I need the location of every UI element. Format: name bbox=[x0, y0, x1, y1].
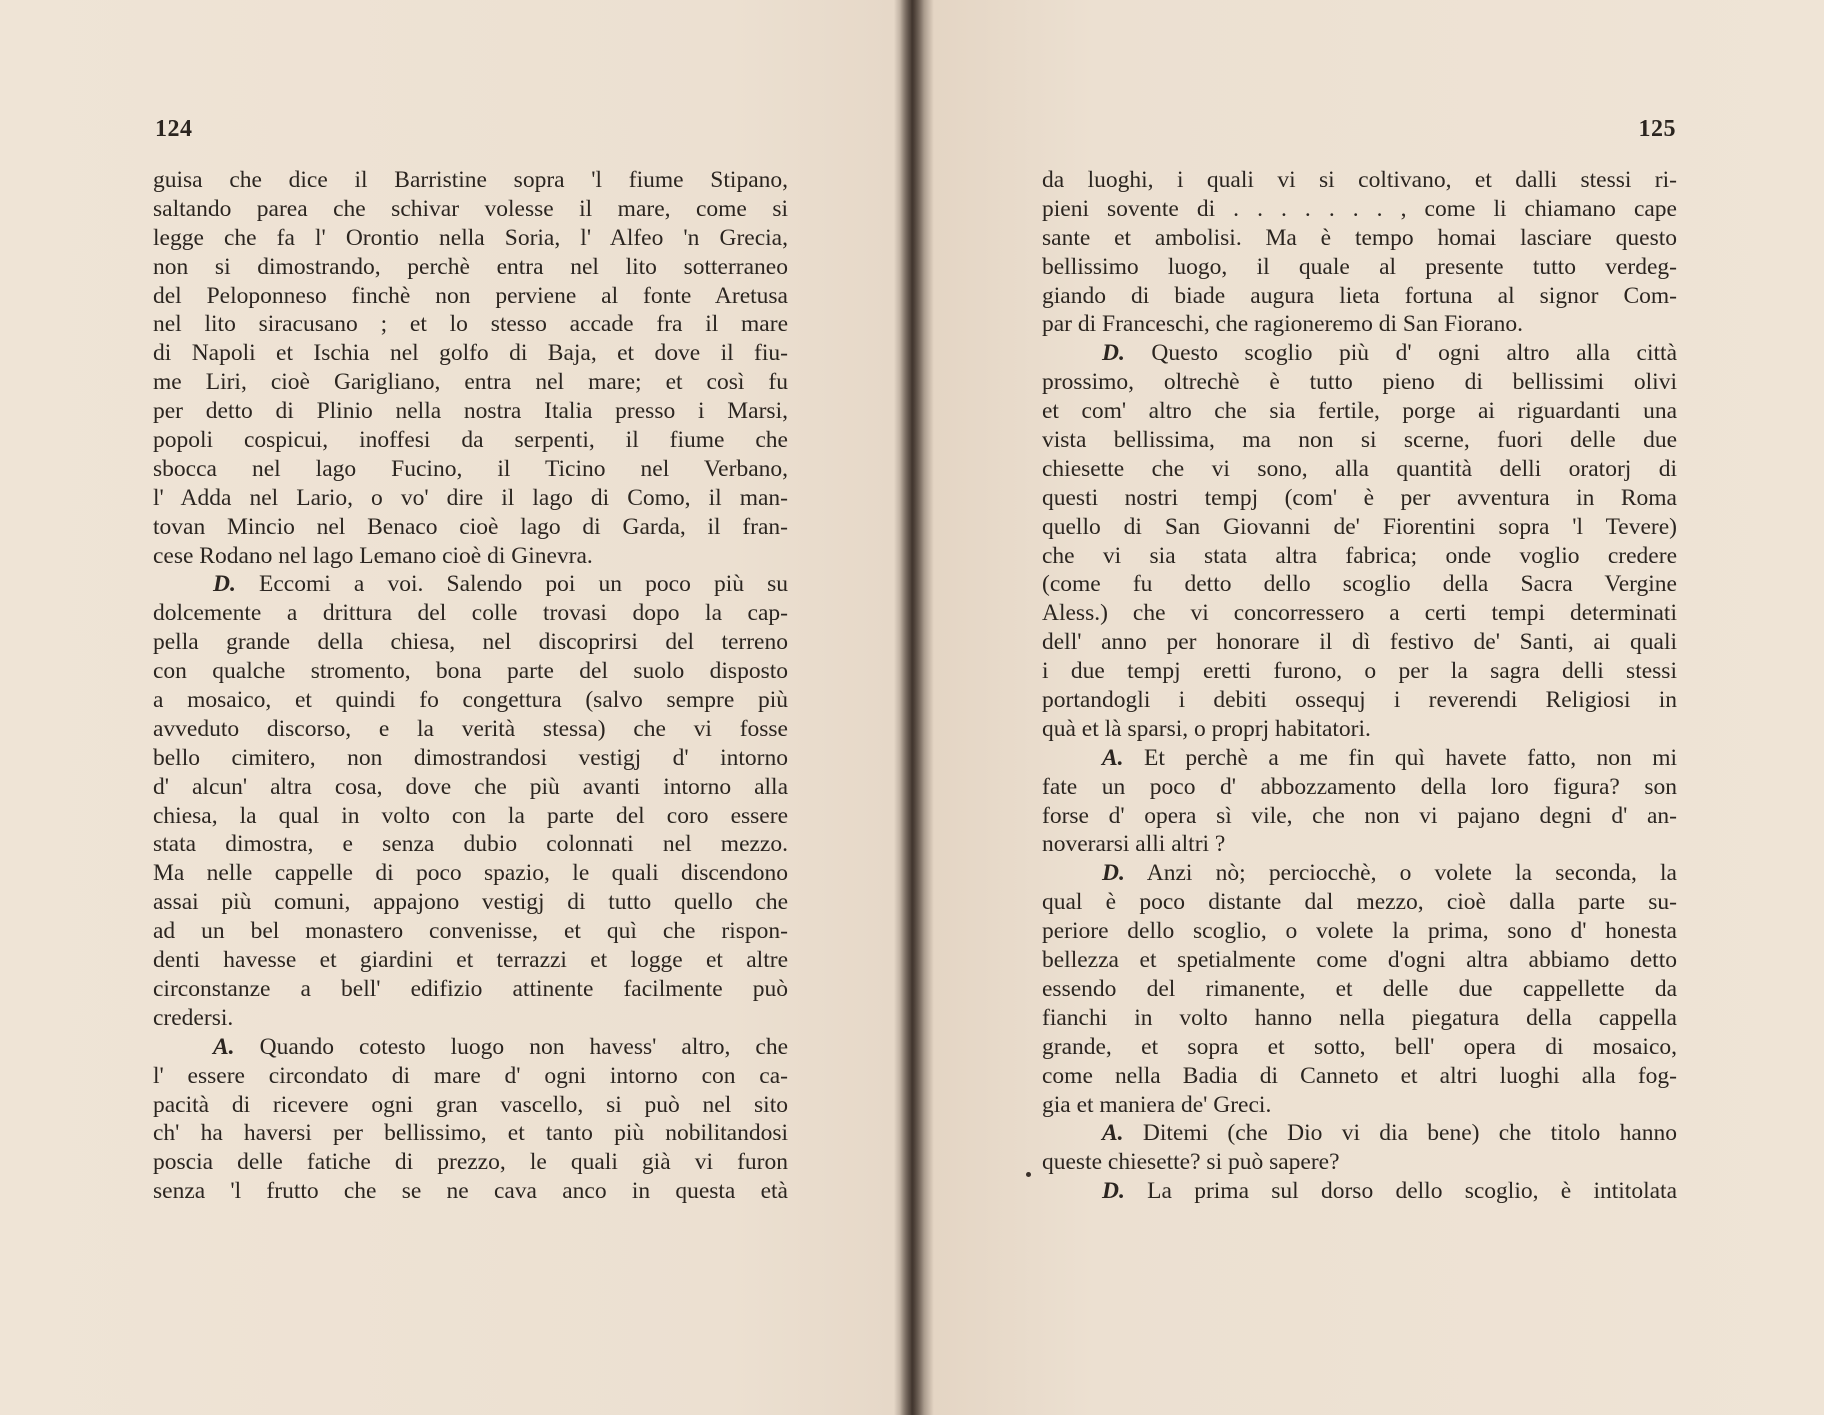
line-text: stata dimostra, e senza dubio colonnati nel mezzo. bbox=[153, 831, 788, 858]
text-line bbox=[1042, 830, 1677, 859]
line-text: legge che fa l' Orontio nella Soria, l' Alfeo 'n Grecia, bbox=[153, 224, 788, 251]
text-line bbox=[153, 802, 788, 831]
text-line bbox=[153, 1033, 788, 1062]
line-text: d' alcun' altra cosa, dove che più avanti intorno alla bbox=[153, 773, 788, 800]
line-text: ad un bel monastero convenisse, et quì che rispon- bbox=[153, 918, 788, 945]
text-line bbox=[153, 686, 788, 715]
line-text: forse d' opera sì vile, che non vi pajano degni d' an- bbox=[1042, 802, 1677, 829]
line-text: questi nostri tempj (com' è per avventura in Roma bbox=[1042, 484, 1677, 511]
line-text: bello cimitero, non dimostrandosi vestigj d' intorno bbox=[153, 744, 788, 771]
line-text: cese Rodano nel lago Lemano cioè di Ginevra. bbox=[153, 542, 593, 569]
text-line bbox=[153, 1177, 788, 1206]
line-text: essendo del rimanente, et delle due cappellette da bbox=[1042, 975, 1677, 1002]
line-text: popoli cospicui, inoffesi da serpenti, il fiume che bbox=[153, 427, 788, 454]
line-text: bellissimo luogo, il quale al presente tutto verdeg- bbox=[1042, 253, 1677, 280]
line-text: (come fu detto dello scoglio della Sacra Vergine bbox=[1042, 571, 1677, 598]
line-text: queste chiesette? si può sapere? bbox=[1042, 1149, 1340, 1176]
text-line bbox=[1042, 917, 1677, 946]
text-line bbox=[1042, 253, 1677, 282]
line-text: Ditemi (che Dio vi dia bene) che titolo hanno bbox=[1142, 1120, 1677, 1147]
line-text: qual è poco distante dal mezzo, cioè dalla parte su- bbox=[1042, 889, 1677, 916]
text-line bbox=[153, 166, 788, 195]
text-line bbox=[1042, 426, 1677, 455]
line-text: come nella Badia di Canneto et altri luoghi alla fog- bbox=[1042, 1062, 1677, 1089]
line-text: et com' altro che sia fertile, porge ai riguardanti una bbox=[1042, 398, 1677, 425]
text-line bbox=[1042, 628, 1677, 657]
line-text: pella grande della chiesa, nel discoprirsi del terreno bbox=[153, 629, 788, 656]
line-text: pacità di ricevere ogni gran vascello, si può nel sito bbox=[153, 1091, 788, 1118]
text-line bbox=[1042, 888, 1677, 917]
line-text: Questo scoglio più d' ogni altro alla città bbox=[1151, 340, 1678, 367]
text-line bbox=[153, 1004, 788, 1033]
line-text: Anzi nò; perciocchè, o volete la seconda, la bbox=[1146, 860, 1677, 887]
line-text: vista bellissima, ma non si scerne, fuori delle due bbox=[1042, 427, 1677, 454]
line-text: La prima sul dorso dello scoglio, è intitolata bbox=[1147, 1178, 1677, 1205]
text-line bbox=[153, 859, 788, 888]
text-line bbox=[1042, 195, 1677, 224]
speaker-label: D. bbox=[1102, 340, 1125, 367]
line-text: fianchi in volto hanno nella piegatura della cappella bbox=[1042, 1004, 1677, 1031]
text-line bbox=[1042, 773, 1677, 802]
left-page-text bbox=[153, 166, 788, 1206]
right-page-text bbox=[1042, 166, 1677, 1206]
text-line bbox=[1042, 397, 1677, 426]
text-line bbox=[1042, 1177, 1677, 1206]
line-text: Aless.) che vi concorressero a certi tempi determinati bbox=[1042, 600, 1677, 627]
text-line bbox=[153, 1091, 788, 1120]
line-text: sante et ambolisi. Ma è tempo homai lasciare questo bbox=[1042, 224, 1677, 251]
text-line bbox=[1042, 455, 1677, 484]
line-text: quello di San Giovanni de' Fiorentini sopra 'l Tevere) bbox=[1042, 513, 1677, 540]
text-line bbox=[153, 513, 788, 542]
text-line bbox=[153, 628, 788, 657]
text-line bbox=[1042, 484, 1677, 513]
text-line bbox=[153, 542, 788, 571]
text-line bbox=[1042, 744, 1677, 773]
line-text: portandogli i debiti ossequj i reverendi Religiosi in bbox=[1042, 687, 1677, 714]
line-text: guisa che dice il Barristine sopra 'l fiume Stipano, bbox=[153, 167, 788, 193]
line-text: chiesa, la qual in volto con la parte del coro essere bbox=[153, 802, 788, 829]
line-text: saltando parea che schivar volesse il mare, come si bbox=[153, 195, 788, 222]
text-line bbox=[153, 339, 788, 368]
text-line bbox=[1042, 946, 1677, 975]
text-line bbox=[153, 715, 788, 744]
text-line bbox=[1042, 802, 1677, 831]
line-text: denti havesse et giardini et terrazzi et logge et altre bbox=[153, 947, 788, 974]
text-line bbox=[153, 282, 788, 311]
line-text: per detto di Plinio nella nostra Italia presso i Marsi, bbox=[153, 398, 788, 425]
text-line bbox=[153, 455, 788, 484]
text-line bbox=[1042, 1119, 1677, 1148]
text-line bbox=[1042, 310, 1677, 339]
line-text: poscia delle fatiche di prezzo, le quali già vi furon bbox=[153, 1149, 788, 1176]
text-line bbox=[153, 773, 788, 802]
line-text: chiesette che vi sono, alla quantità delli oratorj di bbox=[1042, 455, 1677, 482]
line-text: sbocca nel lago Fucino, il Ticino nel Verbano, bbox=[153, 455, 788, 482]
line-text: ch' ha haversi per bellissimo, et tanto più nobilitandosi bbox=[153, 1120, 788, 1147]
line-text: prossimo, oltrechè è tutto pieno di bellissimi olivi bbox=[1042, 369, 1677, 396]
line-text: assai più comuni, appajono vestigj di tutto quello che bbox=[153, 889, 788, 916]
text-line bbox=[1042, 1091, 1677, 1120]
text-line bbox=[1042, 339, 1677, 368]
line-text: periore dello scoglio, o volete la prima, sono d' honesta bbox=[1042, 918, 1677, 945]
right-page bbox=[914, 0, 1824, 1415]
text-line bbox=[153, 224, 788, 253]
text-line bbox=[1042, 513, 1677, 542]
page-number-left: 124 bbox=[155, 116, 193, 142]
text-line bbox=[1042, 1033, 1677, 1062]
text-line bbox=[153, 917, 788, 946]
text-line bbox=[1042, 859, 1677, 888]
text-line bbox=[153, 570, 788, 599]
line-text: del Peloponneso finchè non perviene al fonte Aretusa bbox=[153, 282, 788, 309]
text-line bbox=[153, 253, 788, 282]
text-line bbox=[153, 946, 788, 975]
text-line bbox=[1042, 975, 1677, 1004]
text-line bbox=[153, 599, 788, 628]
line-text: non si dimostrando, perchè entra nel lito sotterraneo bbox=[153, 253, 788, 280]
text-line bbox=[1042, 1004, 1677, 1033]
line-text: gia et maniera de' Greci. bbox=[1042, 1091, 1272, 1118]
speaker-label: D. bbox=[213, 571, 236, 598]
line-text: dell' anno per honorare il dì festivo de' Santi, ai quali bbox=[1042, 629, 1677, 656]
speaker-label: D. bbox=[1102, 860, 1125, 887]
line-text: senza 'l frutto che se ne cava anco in questa età bbox=[153, 1178, 788, 1205]
text-line bbox=[1042, 686, 1677, 715]
line-text: par di Franceschi, che ragioneremo di San Fiorano. bbox=[1042, 311, 1523, 338]
text-line bbox=[1042, 1062, 1677, 1091]
line-text: dolcemente a drittura del colle trovasi dopo la cap- bbox=[153, 600, 788, 627]
text-line bbox=[1042, 715, 1677, 744]
line-text: a mosaico, et quindi fo congettura (salvo sempre più bbox=[153, 687, 788, 714]
line-text: fate un poco d' abbozzamento della loro figura? son bbox=[1042, 773, 1677, 800]
line-text: circonstanze a bell' edifizio attinente facilmente può bbox=[153, 975, 788, 1002]
text-line bbox=[153, 426, 788, 455]
text-line bbox=[1042, 542, 1677, 571]
text-line bbox=[153, 657, 788, 686]
speaker-label: A. bbox=[213, 1033, 235, 1060]
line-text: Quando cotesto luogo non havess' altro, che bbox=[259, 1033, 789, 1060]
text-line bbox=[1042, 224, 1677, 253]
speaker-label: A. bbox=[1102, 744, 1124, 771]
text-line bbox=[153, 1062, 788, 1091]
line-text: tovan Mincio nel Benaco cioè lago di Garda, il fran- bbox=[153, 513, 788, 540]
line-text: l' essere circondato di mare d' ogni intorno con ca- bbox=[153, 1062, 788, 1089]
line-text: i due tempj eretti furono, o per la sagra delli stessi bbox=[1042, 658, 1677, 685]
line-text: con qualche stromento, bona parte del suolo disposto bbox=[153, 658, 788, 685]
text-line bbox=[153, 368, 788, 397]
text-line bbox=[153, 310, 788, 339]
text-line bbox=[153, 888, 788, 917]
line-text: che vi sia stata altra fabrica; onde voglio credere bbox=[1042, 542, 1677, 569]
text-line bbox=[153, 975, 788, 1004]
text-line bbox=[153, 1148, 788, 1177]
text-line bbox=[1042, 368, 1677, 397]
text-line bbox=[1042, 282, 1677, 311]
text-line bbox=[1042, 599, 1677, 628]
page-number-right: 125 bbox=[1638, 116, 1676, 142]
speaker-label: D. bbox=[1102, 1178, 1125, 1205]
left-page bbox=[0, 0, 910, 1415]
text-line bbox=[153, 830, 788, 859]
line-text: giando di biade augura lieta fortuna al signor Com- bbox=[1042, 282, 1677, 309]
line-text: pieni sovente di . . . . . . . , come li chiamano cape bbox=[1042, 195, 1677, 222]
line-text: Eccomi a voi. Salendo poi un poco più su bbox=[259, 571, 789, 598]
line-text: bellezza et spetialmente come d'ogni altra abbiamo detto bbox=[1042, 947, 1677, 974]
line-text: nel lito siracusano ; et lo stesso accade fra il mare bbox=[153, 311, 788, 338]
ink-mark bbox=[1026, 1172, 1031, 1177]
text-line bbox=[153, 1119, 788, 1148]
text-line bbox=[1042, 657, 1677, 686]
line-text: Ma nelle cappelle di poco spazio, le quali discendono bbox=[153, 860, 788, 887]
line-text: quà et là sparsi, o proprj habitatori. bbox=[1042, 715, 1371, 742]
text-line bbox=[153, 397, 788, 426]
line-text: grande, et sopra et sotto, bell' opera di mosaico, bbox=[1042, 1033, 1677, 1060]
line-text: credersi. bbox=[153, 1004, 234, 1031]
speaker-label: A. bbox=[1102, 1120, 1124, 1147]
line-text: di Napoli et Ischia nel golfo di Baja, et dove il fiu- bbox=[153, 340, 788, 367]
text-line bbox=[153, 195, 788, 224]
line-text: Et perchè a me fin quì havete fatto, non mi bbox=[1144, 744, 1678, 771]
text-line bbox=[1042, 570, 1677, 599]
line-text: me Liri, cioè Garigliano, entra nel mare; et così fu bbox=[153, 369, 788, 396]
line-text: noverarsi alli altri ? bbox=[1042, 831, 1226, 858]
line-text: avveduto discorso, e la verità stessa) che vi fosse bbox=[153, 715, 788, 742]
text-line bbox=[153, 484, 788, 513]
text-line bbox=[153, 744, 788, 773]
text-line bbox=[1042, 1148, 1677, 1177]
text-line bbox=[1042, 166, 1677, 195]
line-text: l' Adda nel Lario, o vo' dire il lago di Como, il man- bbox=[153, 484, 788, 511]
line-text: da luoghi, i quali vi si coltivano, et dalli stessi ri- bbox=[1042, 167, 1677, 193]
